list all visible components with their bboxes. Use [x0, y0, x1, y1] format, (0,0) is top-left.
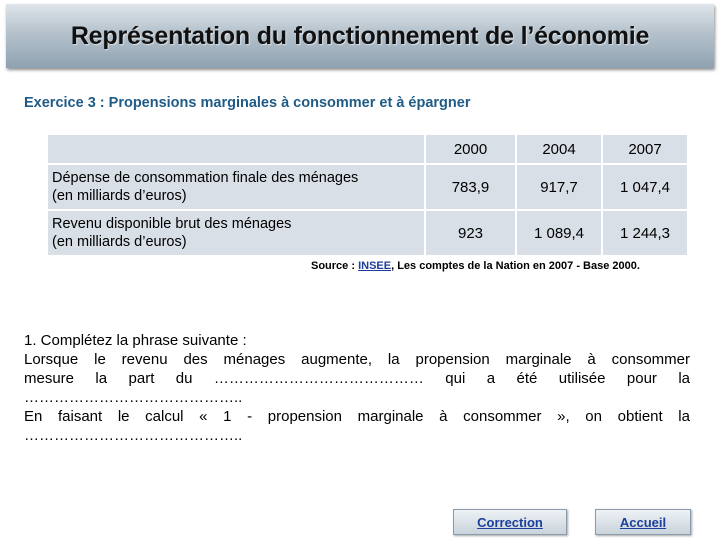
table-row: [48, 165, 687, 211]
column-header: 2004: [517, 135, 603, 165]
data-table: [48, 135, 687, 257]
question-line: Lorsque le revenu des ménages augmente, la propension marginale à consommer: [24, 351, 690, 368]
source-note: [311, 260, 640, 272]
table-cell: 1 047,4: [603, 165, 687, 211]
question-line: En faisant le calcul « 1 - propension marginale à consommer », on obtient la: [24, 408, 690, 425]
insee-link[interactable]: INSEE: [358, 260, 392, 272]
column-header: 2000: [426, 135, 517, 165]
table-header-row: [48, 135, 687, 165]
source-suffix: , Les comptes de la Nation en 2007 - Base 2000.: [391, 260, 640, 272]
table-corner-cell: [48, 135, 426, 165]
question-block: [24, 331, 690, 445]
question-line: ……………………………………..: [24, 427, 243, 444]
exercise-title: Exercice 3 : Propensions marginales à consommer et à épargner: [24, 95, 471, 111]
table-cell: 917,7: [517, 165, 603, 211]
question-line: mesure la part du …………………………………… qui a été utilisée pour la: [24, 370, 690, 387]
column-header: 2007: [603, 135, 687, 165]
row-label-line: Revenu disponible brut des ménages: [52, 216, 292, 232]
row-label-line: Dépense de consommation finale des ménages: [52, 170, 359, 186]
source-prefix: Source :: [311, 260, 359, 272]
row-label: [48, 165, 426, 211]
table-cell: 923: [426, 211, 517, 257]
home-button[interactable]: Accueil: [595, 509, 691, 535]
table-cell: 783,9: [426, 165, 517, 211]
title-bar: [6, 4, 714, 68]
row-label-line: (en milliards d’euros): [52, 188, 187, 204]
row-label-line: (en milliards d’euros): [52, 234, 187, 250]
page-title: Représentation du fonctionnement de l’économie: [70, 21, 650, 50]
table-cell: 1 244,3: [603, 211, 687, 257]
row-label: [48, 211, 426, 257]
table-row: [48, 211, 687, 257]
question-line: ……………………………………..: [24, 389, 243, 406]
table-cell: 1 089,4: [517, 211, 603, 257]
question-heading: 1. Complétez la phrase suivante :: [24, 332, 247, 349]
correction-button[interactable]: Correction: [453, 509, 567, 535]
